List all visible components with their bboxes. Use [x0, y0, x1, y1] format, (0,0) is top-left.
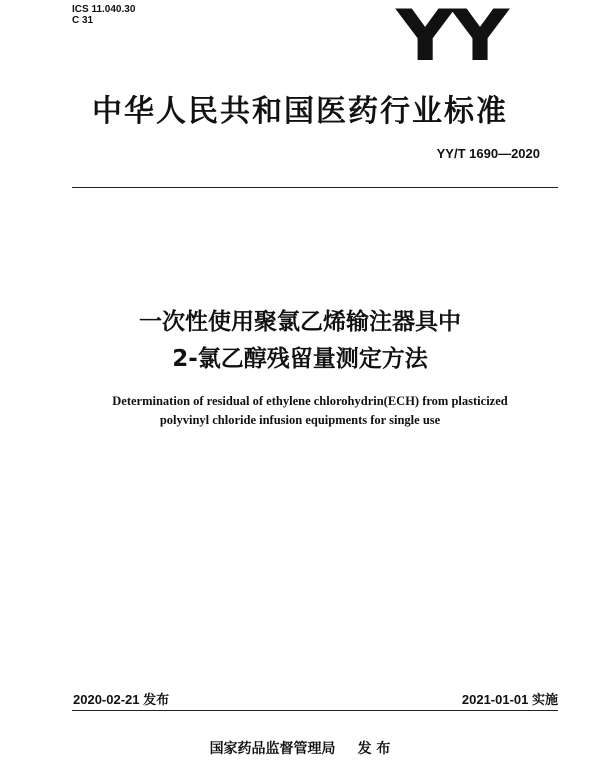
title-en-line1: Determination of residual of ethylene chlorohydrin(ECH) from plasticized	[112, 394, 508, 408]
title-cn-line2: 2-氯乙醇残留量测定方法	[172, 346, 428, 372]
implement-date: 2021-01-01 实施	[461, 692, 558, 707]
title-en-line2: polyvinyl chloride infusion equipments for single use	[159, 413, 441, 427]
yy-logo: YY	[396, 0, 506, 77]
footer-divider	[72, 710, 558, 711]
publish-date: 2020-02-21 发布	[73, 692, 170, 707]
title-cn-line1: 一次性使用聚氯乙烯输注器具中	[139, 309, 461, 335]
standard-number: YY/T 1690—2020	[436, 146, 540, 161]
issuer-name: 国家药品监督管理局	[209, 741, 336, 757]
classification-codes	[72, 4, 135, 26]
header-divider	[72, 187, 558, 188]
ics-code: ICS 11.040.30	[72, 4, 136, 15]
organization-title: 中华人民共和国医药行业标准	[92, 94, 508, 129]
issuer-action: 发 布	[357, 741, 391, 757]
issuer-line	[0, 738, 600, 758]
ccs-code: C 31	[72, 15, 94, 26]
